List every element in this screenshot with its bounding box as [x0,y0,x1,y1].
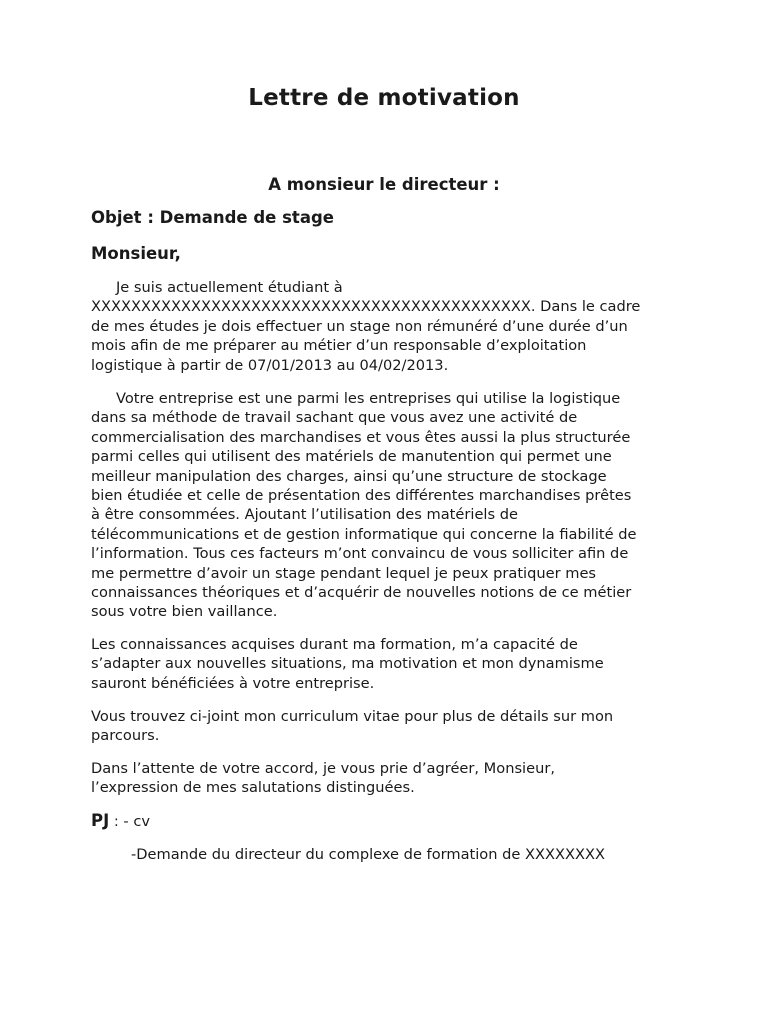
text-line: parcours. [91,727,160,745]
text-line: télécommunications et de gestion informatique qui concerne la fiabilité de [91,525,637,543]
salutation: Monsieur, [91,244,181,263]
text-line: meilleur manipulation des charges, ainsi qu’une structure de stockage [91,467,607,485]
text-line: logistique à partir de 07/01/2013 au 04/02/2013. [91,356,449,374]
text-line: Votre entreprise est une parmi les entreprises qui utilise la logistique [116,390,621,407]
text-line: bien étudiée et celle de présentation des différentes marchandises prêtes [91,487,632,505]
text-line: Dans l’attente de votre accord, je vous prie d’agréer, Monsieur, [91,760,555,777]
text-line: Vous trouvez ci-joint mon curriculum vitae pour plus de détails sur mon [91,708,614,725]
paragraph-4 [91,707,681,746]
text-line: XXXXXXXXXXXXXXXXXXXXXXXXXXXXXXXXXXXXXXXXXXXX. Dans le cadre [91,298,641,316]
text-line: l’information. Tous ces facteurs m’ont convaincu de vous solliciter afin de [91,545,629,563]
text-line: Je suis actuellement étudiant à [116,279,343,296]
text-line: à être consommées. Ajoutant l’utilisation des matériels de [91,506,518,524]
paragraph-2 [91,389,681,622]
text-line: me permettre d’avoir un stage pendant lequel je peux pratiquer mes [91,564,597,582]
text-line: sous votre bien vaillance. [91,603,278,621]
text-line: commercialisation des marchandises et vous êtes aussi la plus structurée [91,428,631,446]
attachment-item: -Demande du directeur du complexe de formation de XXXXXXXX [131,846,605,863]
document-title: Lettre de motivation [248,85,520,111]
text-line: connaissances théoriques et d’acquérir de nouvelles notions de ce métier [91,584,632,602]
paragraph-3 [91,635,681,693]
attachments-label: PJ [91,811,110,830]
paragraph-5 [91,759,681,798]
paragraph-1 [91,278,681,375]
text-line: de mes études je dois effectuer un stage non rémunéré d’une durée d’un [91,317,628,335]
text-line: Les connaissances acquises durant ma formation, m’a capacité de [91,636,578,653]
subject-line: Objet : Demande de stage [91,208,334,227]
text-line: dans sa méthode de travail sachant que vous avez une activité de [91,409,578,427]
text-line: sauront bénéficiées à votre entreprise. [91,674,375,692]
text-line: mois afin de me préparer au métier d’un responsable d’exploitation [91,337,587,355]
recipient-line: A monsieur le directeur : [268,175,500,194]
text-line: l’expression de mes salutations distinguées. [91,779,415,797]
attachment-cv: : - cv [109,813,150,830]
text-line: s’adapter aux nouvelles situations, ma motivation et mon dynamisme [91,655,604,673]
attachments-line [91,811,150,830]
text-line: parmi celles qui utilisent des matériels de manutention qui permet une [91,448,612,466]
